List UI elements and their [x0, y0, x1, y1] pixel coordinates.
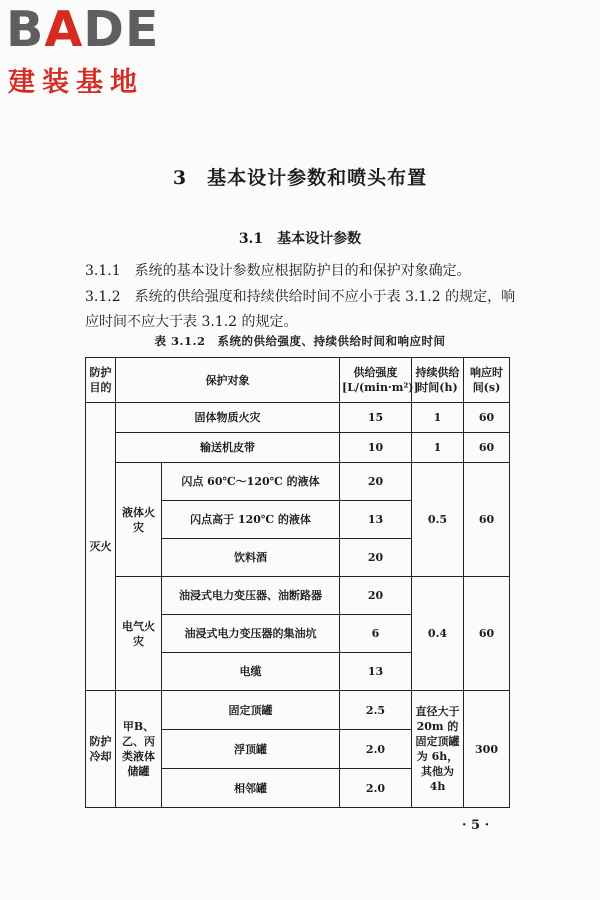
intensity-cell: 13	[340, 501, 412, 539]
intensity-cell: 10	[340, 433, 412, 463]
liquid-duration: 0.5	[412, 463, 464, 577]
object-cell: 油浸式电力变压器、油断路器	[162, 577, 340, 615]
table-row	[86, 691, 510, 730]
object-cell: 浮顶罐	[162, 730, 340, 769]
intensity-cell: 2.0	[340, 730, 412, 769]
parameter-table	[85, 357, 510, 808]
object-cell: 闪点高于 120℃ 的液体	[162, 501, 340, 539]
object-cell: 相邻罐	[162, 769, 340, 808]
intensity-cell: 20	[340, 539, 412, 577]
object-cell: 固体物质火灾	[116, 403, 340, 433]
logo-wordmark: BADE	[6, 1, 160, 58]
chapter-title: 3 基本设计参数和喷头布置	[172, 167, 428, 189]
object-cell: 固定顶罐	[162, 691, 340, 730]
intensity-cell: 20	[340, 577, 412, 615]
table-row	[86, 463, 510, 501]
group-liquid-fire: 液体火灾	[116, 463, 162, 577]
purpose-cooling: 防护冷却	[86, 691, 116, 808]
page-number: · 5 ·	[462, 818, 490, 833]
liquid-response: 60	[464, 463, 510, 577]
header-duration: 持续供给时间(h)	[412, 358, 464, 403]
object-cell: 输送机皮带	[116, 433, 340, 463]
tank-duration: 直径大于 20m 的固定顶罐为 6h，其他为 4h	[412, 691, 464, 808]
header-object: 保护对象	[116, 358, 340, 403]
intensity-cell: 2.5	[340, 691, 412, 730]
purpose-extinguish: 灭火	[86, 403, 116, 691]
intensity-cell: 2.0	[340, 769, 412, 808]
clause-3-1-2: 3.1.2 系统的供给强度和持续供给时间不应小于表 3.1.2 的规定，响应时间不应大于表 3.1.2 的规定。	[85, 289, 516, 330]
header-intensity: 供给强度 [L/(min·m²)]	[340, 358, 412, 403]
object-cell: 饮料酒	[162, 539, 340, 577]
response-cell: 60	[464, 403, 510, 433]
header-purpose: 防护目的	[86, 358, 116, 403]
table-row	[86, 403, 510, 433]
bade-logo	[6, 1, 196, 98]
duration-cell: 1	[412, 403, 464, 433]
group-electric-fire: 电气火灾	[116, 577, 162, 691]
table-row	[86, 433, 510, 463]
electric-duration: 0.4	[412, 577, 464, 691]
response-cell: 60	[464, 433, 510, 463]
table-caption: 表 3.1.2 系统的供给强度、持续供给时间和响应时间	[154, 334, 446, 348]
object-cell: 油浸式电力变压器的集油坑	[162, 615, 340, 653]
object-cell: 闪点 60℃～120℃ 的液体	[162, 463, 340, 501]
duration-cell: 1	[412, 433, 464, 463]
tank-response: 300	[464, 691, 510, 808]
object-cell: 电缆	[162, 653, 340, 691]
table-header-row	[86, 358, 510, 403]
clause-3-1-1: 3.1.1 系统的基本设计参数应根据防护目的和保护对象确定。	[85, 263, 471, 279]
table-row	[86, 577, 510, 615]
intensity-cell: 20	[340, 463, 412, 501]
electric-response: 60	[464, 577, 510, 691]
header-response: 响应时间(s)	[464, 358, 510, 403]
logo-subtitle: 建装基地	[8, 67, 144, 98]
intensity-cell: 6	[340, 615, 412, 653]
intensity-cell: 15	[340, 403, 412, 433]
section-title: 3.1 基本设计参数	[238, 231, 362, 247]
intensity-cell: 13	[340, 653, 412, 691]
group-liquid-tank: 甲B、乙、丙类液体储罐	[116, 691, 162, 808]
